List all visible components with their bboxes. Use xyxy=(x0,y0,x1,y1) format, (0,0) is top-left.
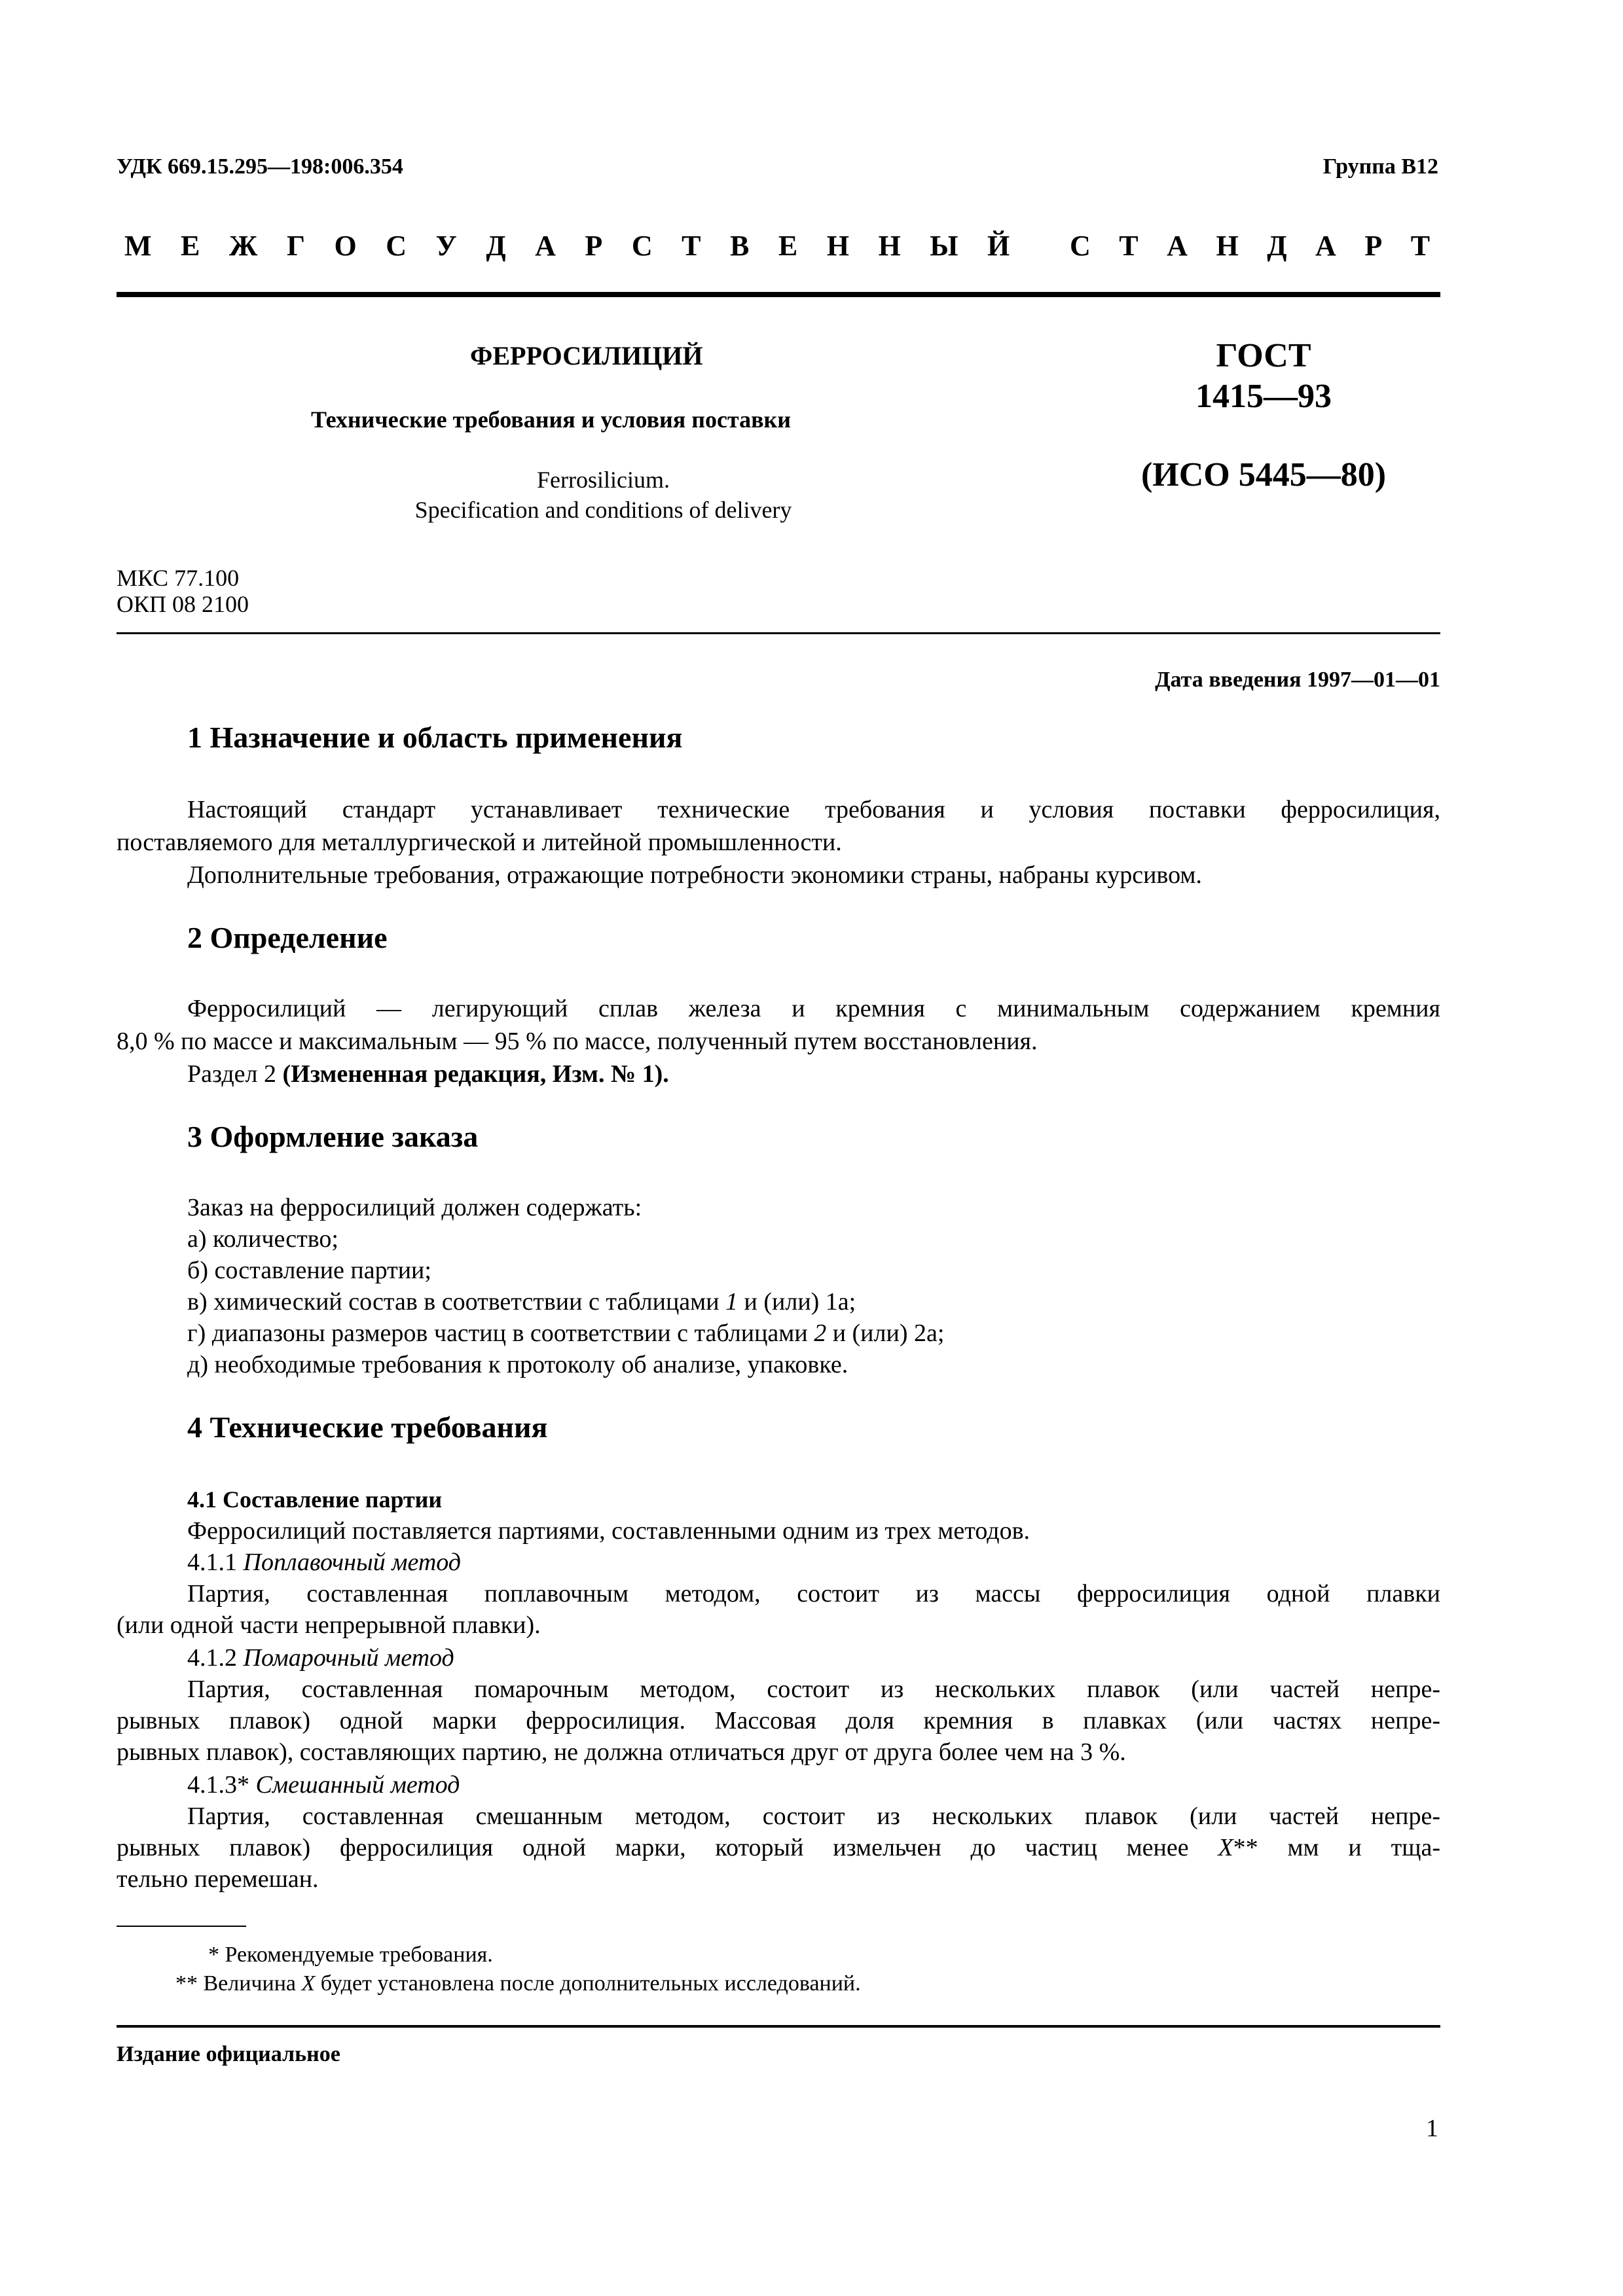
english-title-line-1: Ferrosilicium. xyxy=(537,467,670,493)
clause-4-1-2-title: Помарочный метод xyxy=(243,1644,454,1672)
subsection-4-1-text: Ферросилиций поставляется партиями, составленными одним из трех методов. xyxy=(187,1517,1030,1545)
clause-4-1-2-line-1: Партия, составленная помарочным методом, состоит из нескольких плавок (или частей непре- xyxy=(187,1676,1440,1703)
clause-4-1-1-line-1: Партия, составленная поплавочным методом, состоит из массы ферросилиция одной плавки xyxy=(187,1580,1440,1607)
clause-4-1-2-line-2: рывных плавок) одной марки ферросилиция. Массовая доля кремния в плавках (или частях непре- xyxy=(117,1707,1440,1734)
section-2-paragraph-line-2: 8,0 % по массе и максимальным — 95 % по массе, полученный путем восстановления. xyxy=(117,1028,1038,1055)
variable-x: X xyxy=(1218,1834,1233,1861)
clause-4-1-1-heading xyxy=(187,1547,461,1577)
order-item-v-tail: и (или) 1а; xyxy=(738,1288,856,1316)
official-edition-label: Издание официальное xyxy=(117,2042,340,2066)
classification-rule xyxy=(117,632,1440,634)
clause-4-1-3-title: Смешанный метод xyxy=(255,1771,460,1799)
clause-4-1-3-line-2 xyxy=(117,1833,1440,1863)
footnote-2-variable: X xyxy=(301,1971,316,1996)
order-item-g xyxy=(187,1318,944,1348)
order-item-v-text: в) химический состав в соответствии с таблицами xyxy=(187,1288,726,1316)
clause-4-1-1-title: Поплавочный метод xyxy=(243,1549,461,1576)
clause-4-1-3-line-2-text: рывных плавок) ферросилиция одной марки, который измельчен до частиц менее xyxy=(117,1834,1218,1861)
footnote-2-prefix: ** Величина xyxy=(175,1971,302,1996)
iso-reference: (ИСО 5445—80) xyxy=(1140,456,1387,493)
section-2-amendment-note xyxy=(187,1059,669,1089)
document-title: ФЕРРОСИЛИЦИЙ xyxy=(470,341,703,370)
footnote-separator xyxy=(117,1926,246,1927)
order-item-b: б) составление партии; xyxy=(187,1257,431,1284)
section-1-paragraph-line-1: Настоящий стандарт устанавливает технические требования и условия поставки ферросилиция, xyxy=(187,796,1440,823)
english-title-line-2: Specification and conditions of delivery xyxy=(414,497,792,523)
table-ref-1: 1 xyxy=(725,1288,739,1316)
section-1-paragraph-2: Дополнительные требования, отражающие потребности экономики страны, набраны курсивом. xyxy=(187,861,1202,889)
subsection-4-1-heading: 4.1 Составление партии xyxy=(187,1486,443,1513)
document-subtitle: Технические требования и условия поставки xyxy=(311,406,792,433)
okp-code: ОКП 08 2100 xyxy=(117,591,249,617)
gost-number: 1415—93 xyxy=(1195,378,1332,415)
footnote-2 xyxy=(175,1971,861,1996)
clause-4-1-3-line-3: тельно перемешан. xyxy=(117,1865,319,1893)
clause-4-1-2-heading xyxy=(187,1643,454,1673)
order-item-g-tail: и (или) 2а; xyxy=(826,1319,945,1347)
section-2-heading: 2 Определение xyxy=(187,921,388,954)
clause-4-1-3-heading xyxy=(187,1770,460,1800)
footer-rule xyxy=(117,2025,1440,2028)
section-3-heading: 3 Оформление заказа xyxy=(187,1120,479,1153)
banner-interstate xyxy=(124,229,1010,262)
banner-word-2: С Т А Н Д А Р Т xyxy=(1070,230,1431,262)
section-1-paragraph-line-2: поставляемого для металлургической и литейной промышленности. xyxy=(117,829,842,856)
clause-4-1-1-line-2: (или одной части непрерывной плавки). xyxy=(117,1611,541,1639)
section-2-paragraph-line-1: Ферросилиций — легирующий сплав железа и кремния с минимальным содержанием кремния xyxy=(187,995,1440,1022)
footnote-1: * Рекомендуемые требования. xyxy=(208,1943,493,1967)
gost-label: ГОСТ xyxy=(1216,337,1311,374)
udk-code: УДК 669.15.295—198:006.354 xyxy=(117,154,403,179)
section-4-heading: 4 Технические требования xyxy=(187,1410,548,1444)
order-item-a: а) количество; xyxy=(187,1225,338,1253)
clause-4-1-2-number: 4.1.2 xyxy=(187,1644,244,1672)
header-rule xyxy=(117,292,1440,297)
clause-4-1-3-line-2-tail: ** мм и тща- xyxy=(1233,1834,1440,1861)
amendment-prefix: Раздел 2 xyxy=(187,1060,283,1088)
group-code: Группа В12 xyxy=(1322,154,1438,179)
mks-code: МКС 77.100 xyxy=(117,565,240,591)
clause-4-1-1-number: 4.1.1 xyxy=(187,1549,244,1576)
clause-4-1-3-line-1: Партия, составленная смешанным методом, состоит из нескольких плавок (или частей непре- xyxy=(187,1803,1440,1830)
banner-standard xyxy=(1070,229,1430,262)
footnote-2-text: будет установлена после дополнительных исследований. xyxy=(315,1971,861,1996)
page-number: 1 xyxy=(1426,2115,1438,2142)
order-item-g-text: г) диапазоны размеров частиц в соответствии с таблицами xyxy=(187,1319,814,1347)
order-item-v xyxy=(187,1287,856,1317)
banner-word-1: М Е Ж Г О С У Д А Р С Т В Е Н Н Ы Й xyxy=(124,230,1010,262)
order-item-d: д) необходимые требования к протоколу об анализе, упаковке. xyxy=(187,1351,848,1378)
section-1-heading: 1 Назначение и область применения xyxy=(187,721,683,754)
table-ref-2: 2 xyxy=(814,1319,827,1347)
amendment-label: (Измененная редакция, Изм. № 1). xyxy=(282,1060,669,1088)
section-3-intro: Заказ на ферросилиций должен содержать: xyxy=(187,1194,642,1221)
intro-date: Дата введения 1997—01—01 xyxy=(1155,668,1440,692)
clause-4-1-2-line-3: рывных плавок), составляющих партию, не должна отличаться друг от друга более чем на 3 %. xyxy=(117,1738,1126,1766)
clause-4-1-3-number: 4.1.3* xyxy=(187,1771,256,1799)
